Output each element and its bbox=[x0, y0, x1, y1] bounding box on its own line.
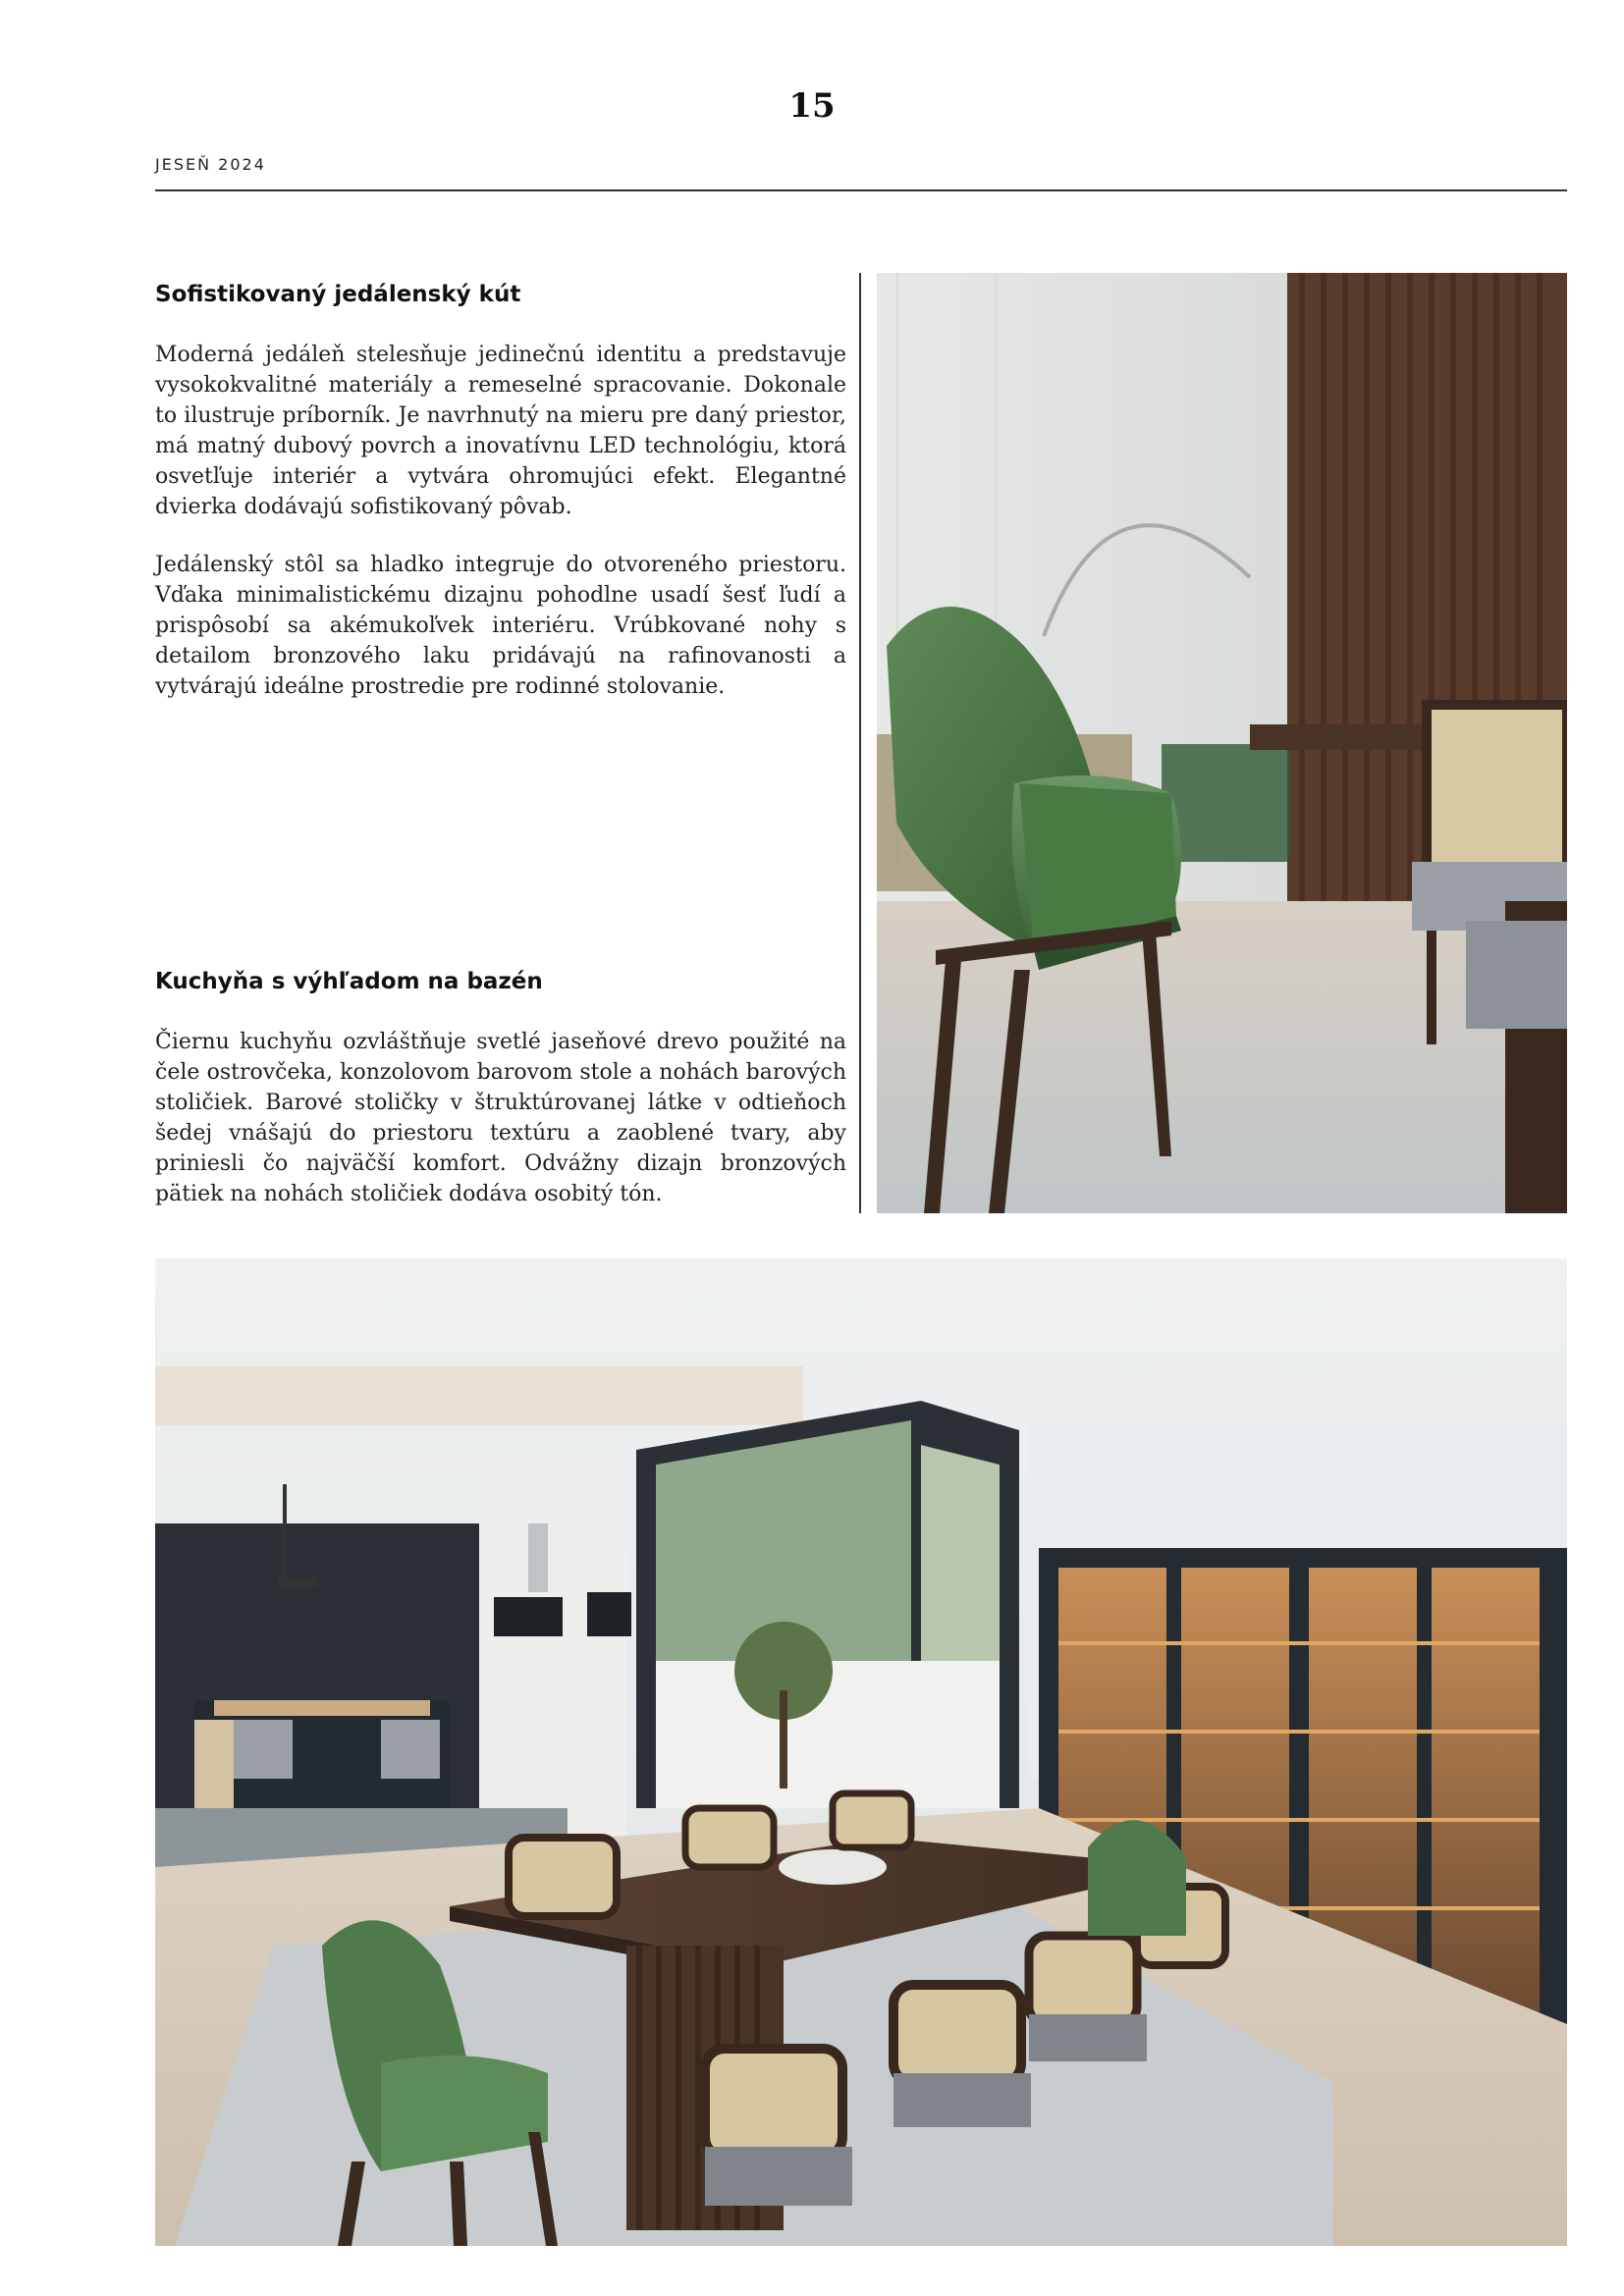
column-divider bbox=[859, 273, 861, 1213]
paragraph: Moderná jedáleň stelesňuje jedinečnú identitu a predstavuje vysokokvalitné materiály a remeselné spracovanie. Dokonale to ilustruje príborník. Je navrhnutý na mieru pre daný priestor, má matný dubový povrch a inovatívnu LED technológiu, ktorá osvetľuje interiér a vytvára ohromujúci efekt. Elegantné dvierka dodávajú sofistikovaný pôvab. bbox=[155, 343, 846, 519]
section-title-dining: Sofistikovaný jedálenský kút bbox=[155, 282, 521, 307]
paragraph: Jedálenský stôl sa hladko integruje do otvoreného priestoru. Vďaka minimalistickému dizajnu pohodlne usadí šesť ľudí a prispôsobí sa akémukoľvek interiéru. Vrúbkované nohy s detailom bronzového laku pridávajú na rafinovanosti a vytvárajú ideálne prostredie pre rodinné stolovanie. bbox=[155, 553, 846, 699]
issue-label: JESEŇ 2024 bbox=[155, 155, 266, 174]
photo-dining-room bbox=[155, 1258, 1567, 2246]
section-title-kitchen: Kuchyňa s výhľadom na bazén bbox=[155, 969, 543, 994]
page-number: 15 bbox=[788, 86, 836, 126]
header-divider bbox=[155, 189, 1567, 191]
photo-chair-closeup bbox=[877, 273, 1567, 1213]
paragraph: Čiernu kuchyňu ozvláštňuje svetlé jaseňové drevo použité na čele ostrovčeka, konzolovom barovom stole a nohách barových stoličiek. Barové stoličky v štruktúrovanej látke v odtieňoch šedej vnášajú do priestoru textúru a zaoblené tvary, aby priniesli čo najväčší komfort. Odvážny dizajn bronzových pätiek na nohách stoličiek dodáva osobitý tón. bbox=[155, 1030, 846, 1206]
